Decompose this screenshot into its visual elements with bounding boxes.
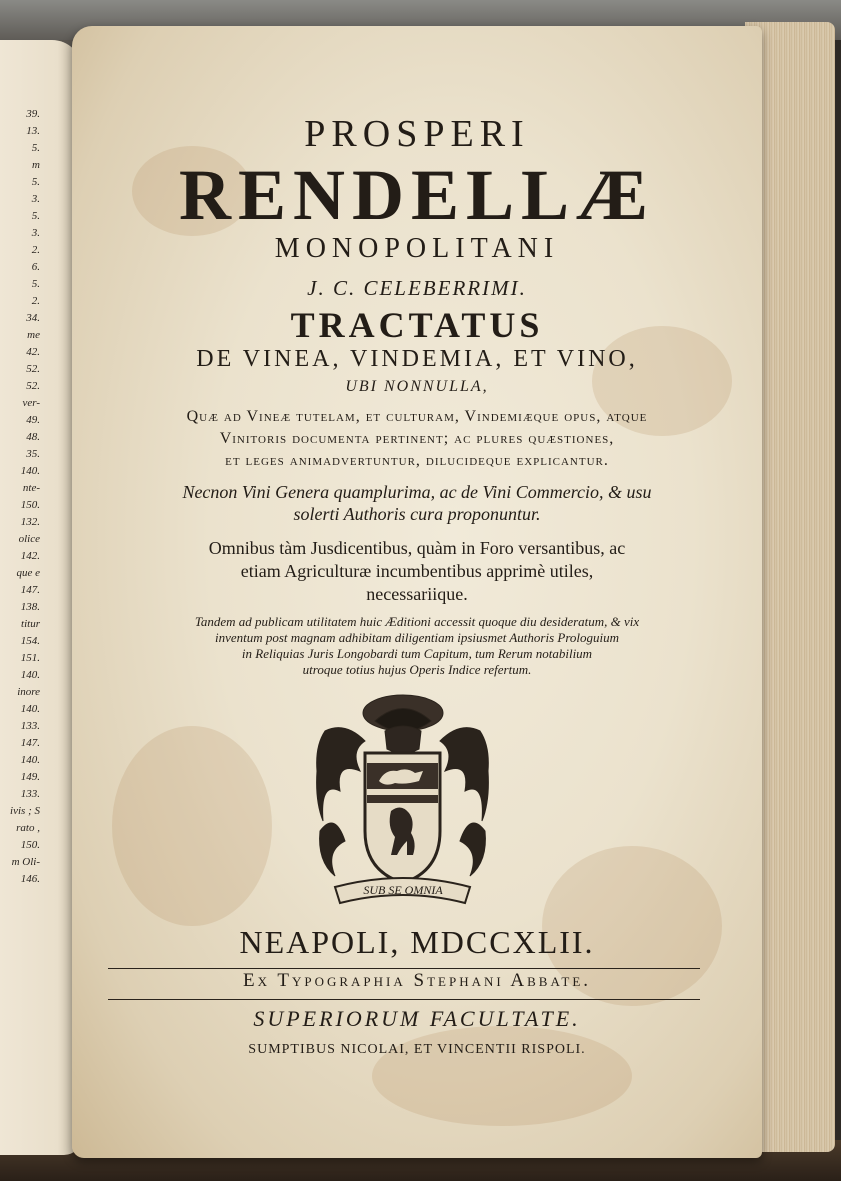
left-page-entry: ivis ; S (10, 805, 40, 817)
left-page-entry: titur (21, 618, 40, 630)
work-title: TRACTATUS (290, 305, 544, 345)
left-page-entry: 48. (26, 431, 40, 443)
left-page-entry: 49. (26, 414, 40, 426)
italic-line: Necnon Vini Genera quamplurima, ac de Vini Commercio, & usu (182, 482, 652, 502)
left-page (0, 40, 82, 1155)
license-line: SUPERIORUM FACULTATE. (253, 1006, 581, 1031)
description-line: Quæ ad Vineæ tutelam, et culturam, Vindemiæque opus, atque (186, 408, 648, 425)
small-italic-line: in Reliquias Juris Longobardi tum Capitum, tum Rerum notabilium (241, 646, 593, 661)
bottom-rule (108, 999, 700, 1000)
left-page-entry: 42. (26, 346, 40, 358)
left-page-entry: 154. (20, 635, 40, 647)
roman-line: necessariique. (366, 584, 468, 604)
author-honorific: J. C. CELEBERRIMI. (307, 276, 527, 300)
left-page-entry: 2. (31, 244, 40, 256)
place-and-date: NEAPOLI, MDCCXLII. (239, 924, 595, 960)
left-page-entry: 147. (20, 584, 40, 596)
printer-line: Ex Typographia Stephani Abbate. (242, 970, 592, 991)
top-rule (108, 968, 700, 969)
left-page-entry: 140. (20, 465, 40, 477)
left-page-entry: 133. (20, 720, 40, 732)
left-page-entry: que e (16, 567, 40, 579)
left-page-entry: 132. (20, 516, 40, 528)
author-first-name: PROSPERI (304, 113, 530, 155)
left-page-entry: nte- (22, 482, 40, 494)
sponsors-line: SUMPTIBUS NICOLAI, ET VINCENTII RISPOLI. (248, 1042, 586, 1057)
roman-line: etiam Agriculturæ incumbentibus apprimè utiles, (240, 561, 594, 581)
left-page-entry: 133. (20, 788, 40, 800)
title-page (72, 26, 762, 1158)
foxing-stain (372, 1026, 632, 1126)
coat-of-arms-woodcut (315, 691, 490, 911)
left-page-entry: 35. (26, 448, 40, 460)
left-page-entry: 52. (26, 363, 40, 375)
left-page-entry: 34. (26, 312, 40, 324)
left-page-entry: 2. (31, 295, 40, 307)
left-page-entry: olice (18, 533, 40, 545)
left-page-entry: ver- (22, 397, 40, 409)
left-page-entry: 140. (20, 754, 40, 766)
left-page-entry: 52. (26, 380, 40, 392)
left-page-entry: 13. (26, 125, 40, 137)
left-page-entry: 5. (31, 142, 40, 154)
left-page-entry: 147. (20, 737, 40, 749)
description-line: et leges animadvertuntur, dilucideque explicantur. (225, 452, 609, 469)
left-page-entry: 151. (20, 652, 40, 664)
italic-line: solerti Authoris cura proponuntur. (293, 504, 541, 524)
small-italic-line: Tandem ad publicam utilitatem huic Æditioni accessit quoque diu desideratum, & vix (194, 614, 640, 629)
left-page-entry: 150. (20, 839, 40, 851)
left-page-entry: 39. (26, 108, 40, 120)
left-page-entry: 3. (31, 193, 40, 205)
intro-phrase: UBI NONNULLA, (345, 378, 489, 395)
left-page-entry: rato , (16, 822, 40, 834)
author-origin: MONOPOLITANI (274, 233, 560, 264)
left-page-entry: 5. (31, 210, 40, 222)
work-subject: DE VINEA, VINDEMIA, ET VINO, (196, 346, 638, 372)
description-line: Vinitoris documenta pertinent; ac plures quæstiones, (219, 430, 615, 447)
crest-motto: SUB SE OMNIA (363, 883, 443, 897)
left-page-entry: 150. (20, 499, 40, 511)
author-last-name: RENDELLÆ (178, 155, 656, 235)
small-italic-line: utroque totius hujus Operis Indice refertum. (302, 662, 532, 677)
left-page-entry: m (32, 159, 40, 171)
roman-line: Omnibus tàm Jusdicentibus, quàm in Foro versantibus, ac (208, 538, 626, 558)
foxing-stain (112, 726, 272, 926)
left-page-entry: 142. (20, 550, 40, 562)
left-page-entry: m Oli- (11, 856, 40, 868)
left-page-entry: me (27, 329, 40, 341)
left-page-entry: 3. (31, 227, 40, 239)
left-page-entry: inore (17, 686, 40, 698)
left-page-entry: 6. (31, 261, 40, 273)
small-italic-line: inventum post magnam adhibitam diligentiam ipsiusmet Authoris Prologuium (214, 630, 620, 645)
left-page-entry: 138. (20, 601, 40, 613)
left-page-entry: 149. (20, 771, 40, 783)
left-page-entry: 140. (20, 669, 40, 681)
left-page-entry: 140. (20, 703, 40, 715)
left-page-entry: 146. (20, 873, 40, 885)
left-page-entry: 5. (31, 278, 40, 290)
left-page-entry: 5. (31, 176, 40, 188)
